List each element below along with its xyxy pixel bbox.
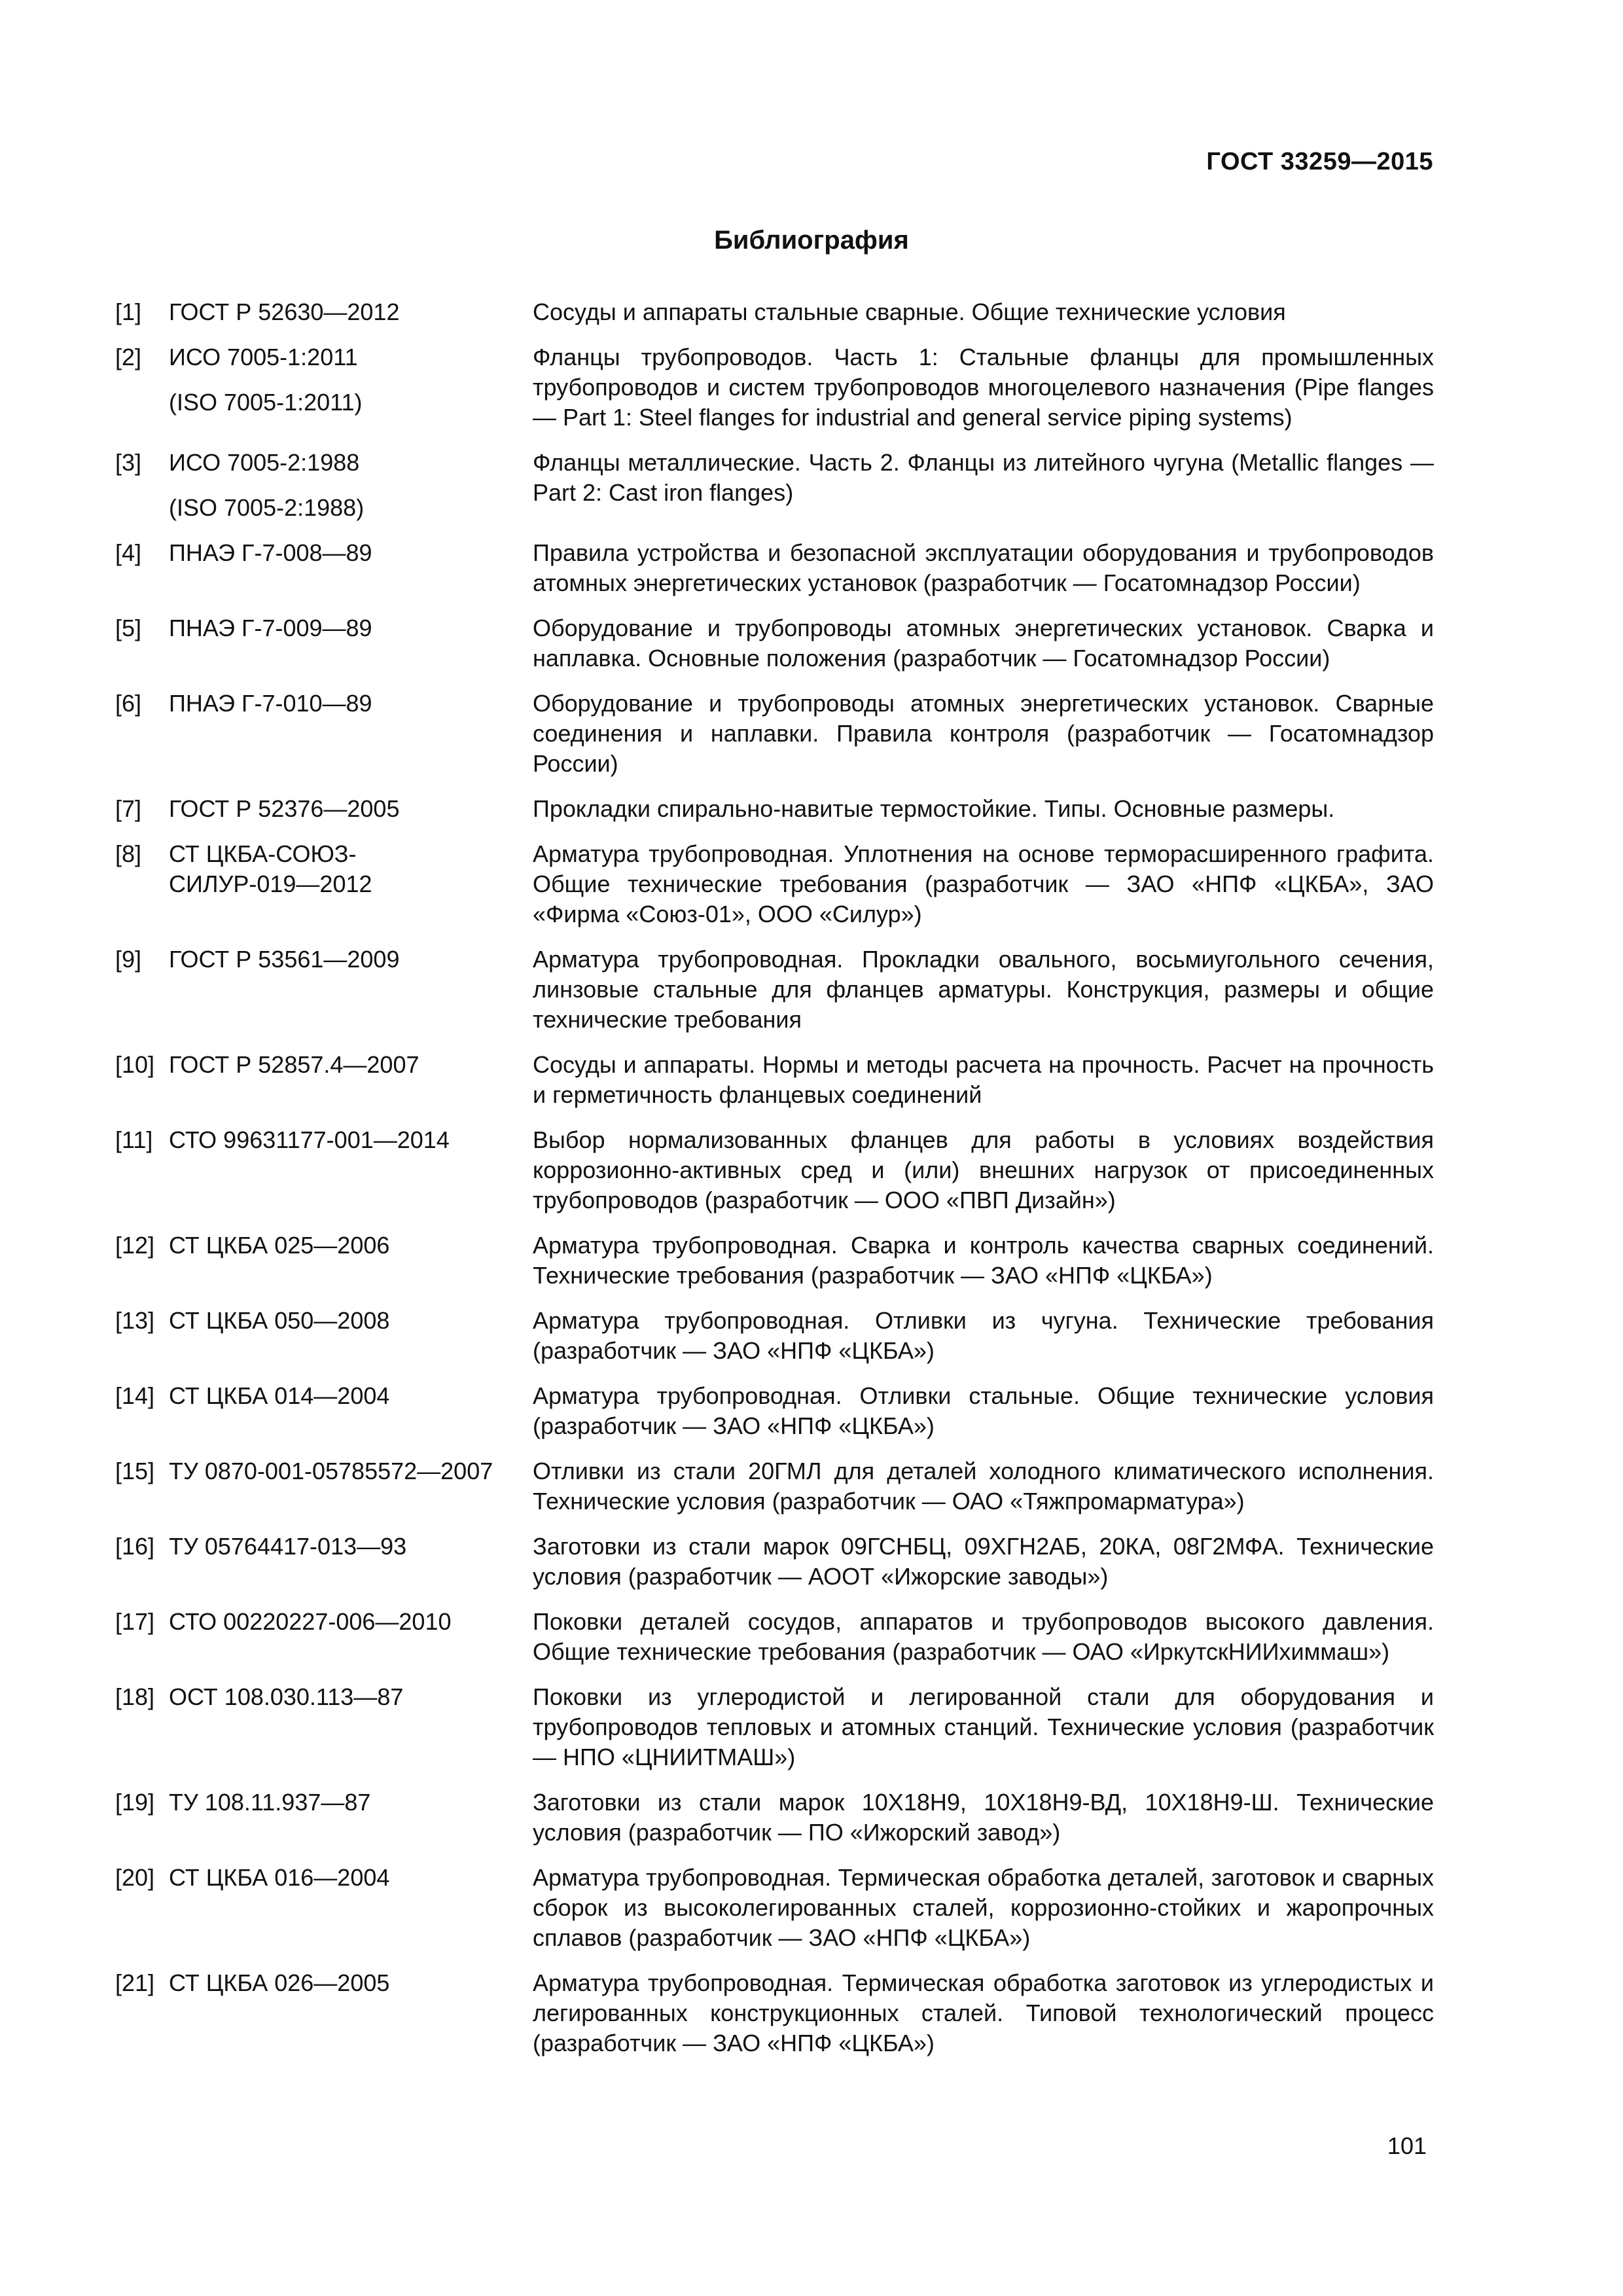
standard-ref-line: СТ ЦКБА 014—2004 xyxy=(169,1382,390,1409)
entry-standard-ref xyxy=(169,1607,533,1667)
entry-number: [11] xyxy=(115,1126,153,1153)
entry-standard-ref xyxy=(169,839,533,929)
standard-ref-line: СТ ЦКБА 050—2008 xyxy=(169,1307,390,1334)
entry-description: Поковки из углеродистой и легированной стали для оборудования и трубопроводов тепловых и атомных станций. Технические условия (разработчик — НПО «ЦНИИТМАШ») xyxy=(533,1683,1434,1770)
bibliography-entry xyxy=(115,1050,1434,1110)
standard-ref-line: ПНАЭ Г-7-008—89 xyxy=(169,539,372,566)
standard-ref-line: СТО 00220227-006—2010 xyxy=(169,1608,452,1635)
entry-number: [1] xyxy=(115,298,142,325)
entry-standard-ref xyxy=(169,1230,533,1291)
bibliography-entry xyxy=(115,1456,1434,1516)
entry-number: [10] xyxy=(115,1051,155,1078)
entry-standard-ref xyxy=(169,1787,533,1848)
entry-standard-ref xyxy=(169,1456,533,1516)
entry-standard-ref xyxy=(169,689,533,779)
standard-ref-line: СТ ЦКБА 025—2006 xyxy=(169,1232,390,1259)
bibliography-list xyxy=(115,297,1434,2073)
bibliography-entry xyxy=(115,297,1434,327)
standard-ref-line: СТО 99631177-001—2014 xyxy=(169,1126,450,1153)
entry-number: [15] xyxy=(115,1458,155,1484)
entry-number: [6] xyxy=(115,690,142,717)
bibliography-entry xyxy=(115,1532,1434,1592)
standard-ref-line: ГОСТ Р 52376—2005 xyxy=(169,795,400,822)
entry-standard-ref xyxy=(169,342,533,433)
entry-number: [4] xyxy=(115,539,142,566)
entry-description: Арматура трубопроводная. Прокладки овального, восьмиугольного сечения, линзовые стальные для фланцев арматуры. Конструкция, размеры и общие технические требования xyxy=(533,946,1434,1033)
entry-number: [8] xyxy=(115,840,142,867)
standard-ref-line: ПНАЭ Г-7-009—89 xyxy=(169,615,372,641)
standard-ref-line: ИСО 7005-2:1988 xyxy=(169,449,360,476)
entry-description: Фланцы трубопроводов. Часть 1: Стальные фланцы для промышленных трубопроводов и систем трубопроводов многоцелевого назначения (Pipe flanges — Part 1: Steel flanges for industrial and general service piping systems) xyxy=(533,344,1434,431)
entry-description: Сосуды и аппараты. Нормы и методы расчета на прочность. Расчет на прочность и герметичность фланцевых соединений xyxy=(533,1051,1434,1108)
entry-description: Оборудование и трубопроводы атомных энергетических установок. Сварные соединения и наплавки. Правила контроля (разработчик — Госатомнадзор России) xyxy=(533,690,1434,777)
entry-standard-ref xyxy=(169,1381,533,1441)
entry-description: Прокладки спирально-навитые термостойкие. Типы. Основные размеры. xyxy=(533,795,1335,822)
bibliography-entry xyxy=(115,448,1434,523)
entry-standard-ref xyxy=(169,1682,533,1772)
entry-number: [16] xyxy=(115,1533,155,1560)
bibliography-entry xyxy=(115,1682,1434,1772)
standard-ref-line: ИСО 7005-1:2011 xyxy=(169,344,358,370)
entry-description: Арматура трубопроводная. Термическая обработка деталей, заготовок и сварных сборок из высоколегированных сталей, коррозионно-стойких и жаропрочных сплавов (разработчик — ЗАО «НПФ «ЦКБА») xyxy=(533,1864,1434,1951)
entry-standard-ref xyxy=(169,1863,533,1953)
entry-standard-ref xyxy=(169,794,533,824)
standard-ref-line: ТУ 05764417-013—93 xyxy=(169,1533,407,1560)
entry-description: Заготовки из стали марок 10Х18Н9, 10Х18Н9-ВД, 10Х18Н9-Ш. Технические условия (разработчик — ПО «Ижорский завод») xyxy=(533,1789,1434,1846)
bibliography-entry xyxy=(115,613,1434,673)
standard-ref-line: (ISO 7005-1:2011) xyxy=(169,389,363,416)
standard-ref-line: СТ ЦКБА 016—2004 xyxy=(169,1864,390,1891)
entry-description: Арматура трубопроводная. Уплотнения на основе терморасширенного графита. Общие технические требования (разработчик — ЗАО «НПФ «ЦКБА», ЗАО «Фирма «Союз-01», ООО «Силур») xyxy=(533,840,1434,927)
entry-description: Заготовки из стали марок 09ГСНБЦ, 09ХГН2АБ, 20КА, 08Г2МФА. Технические условия (разработчик — АООТ «Ижорские заводы») xyxy=(533,1533,1434,1590)
entry-description: Поковки деталей сосудов, аппаратов и трубопроводов высокого давления. Общие технические требования (разработчик — ОАО «ИркутскНИИхиммаш») xyxy=(533,1608,1434,1665)
entry-number: [14] xyxy=(115,1382,155,1409)
entry-number: [21] xyxy=(115,1969,155,1996)
standard-ref-line: ТУ 0870-001-05785572—2007 xyxy=(169,1458,493,1484)
page-number: 101 xyxy=(1387,2132,1427,2159)
entry-description: Фланцы металлические. Часть 2. Фланцы из литейного чугуна (Metallic flanges — Part 2: Cast iron flanges) xyxy=(533,449,1434,506)
entry-standard-ref xyxy=(169,448,533,523)
bibliography-entry xyxy=(115,689,1434,779)
standard-ref-line: ГОСТ Р 53561—2009 xyxy=(169,946,400,973)
entry-number: [18] xyxy=(115,1683,155,1710)
entry-number: [19] xyxy=(115,1789,155,1816)
entry-standard-ref xyxy=(169,613,533,673)
standard-ref-line: ГОСТ Р 52857.4—2007 xyxy=(169,1051,419,1078)
standard-ref-line: ОСТ 108.030.113—87 xyxy=(169,1683,404,1710)
bibliography-entry xyxy=(115,1968,1434,2058)
entry-standard-ref xyxy=(169,1306,533,1366)
entry-number: [7] xyxy=(115,795,142,822)
entry-standard-ref xyxy=(169,1125,533,1215)
entry-number: [13] xyxy=(115,1307,155,1334)
entry-standard-ref xyxy=(169,297,533,327)
bibliography-entry xyxy=(115,538,1434,598)
document-code: ГОСТ 33259—2015 xyxy=(1206,148,1433,175)
standard-ref-line: (ISO 7005-2:1988) xyxy=(169,494,365,521)
entry-description: Арматура трубопроводная. Отливки стальные. Общие технические условия (разработчик — ЗАО «НПФ «ЦКБА») xyxy=(533,1382,1434,1439)
bibliography-entry xyxy=(115,1306,1434,1366)
bibliography-entry xyxy=(115,1125,1434,1215)
entry-number: [3] xyxy=(115,449,142,476)
entry-number: [17] xyxy=(115,1608,155,1635)
entry-standard-ref xyxy=(169,538,533,598)
bibliography-entry xyxy=(115,944,1434,1035)
entry-description: Арматура трубопроводная. Отливки из чугуна. Технические требования (разработчик — ЗАО «НПФ «ЦКБА») xyxy=(533,1307,1434,1364)
entry-number: [5] xyxy=(115,615,142,641)
standard-ref-line: ПНАЭ Г-7-010—89 xyxy=(169,690,372,717)
entry-standard-ref xyxy=(169,1968,533,2058)
entry-number: [9] xyxy=(115,946,142,973)
entry-description: Правила устройства и безопасной эксплуатации оборудования и трубопроводов атомных энергетических установок (разработчик — Госатомнадзор России) xyxy=(533,539,1434,596)
entry-number: [12] xyxy=(115,1232,155,1259)
entry-description: Арматура трубопроводная. Сварка и контроль качества сварных соединений. Технические требования (разработчик — ЗАО «НПФ «ЦКБА») xyxy=(533,1232,1434,1289)
bibliography-entry xyxy=(115,839,1434,929)
entry-standard-ref xyxy=(169,1050,533,1110)
standard-ref-line: ТУ 108.11.937—87 xyxy=(169,1789,371,1816)
entry-number: [2] xyxy=(115,344,142,370)
entry-description: Выбор нормализованных фланцев для работы в условиях воздействия коррозионно-активных сред и (или) внешних нагрузок от присоединенных трубопроводов (разработчик — ООО «ПВП Дизайн») xyxy=(533,1126,1434,1213)
bibliography-entry xyxy=(115,342,1434,433)
bibliography-entry xyxy=(115,794,1434,824)
entry-description: Сосуды и аппараты стальные сварные. Общие технические условия xyxy=(533,298,1286,325)
entry-description: Арматура трубопроводная. Термическая обработка заготовок из углеродистых и легированных конструкционных сталей. Типовой технологический процесс (разработчик — ЗАО «НПФ «ЦКБА») xyxy=(533,1969,1434,2056)
standard-ref-line: ГОСТ Р 52630—2012 xyxy=(169,298,400,325)
entry-description: Отливки из стали 20ГМЛ для деталей холодного климатического исполнения. Технические условия (разработчик — ОАО «Тяжпромарматура») xyxy=(533,1458,1434,1515)
entry-standard-ref xyxy=(169,1532,533,1592)
bibliography-entry xyxy=(115,1381,1434,1441)
entry-standard-ref xyxy=(169,944,533,1035)
standard-ref-line: СТ ЦКБА 026—2005 xyxy=(169,1969,390,1996)
bibliography-entry xyxy=(115,1230,1434,1291)
bibliography-entry xyxy=(115,1787,1434,1848)
bibliography-entry xyxy=(115,1863,1434,1953)
standard-ref-line: СТ ЦКБА-СОЮЗ- xyxy=(169,840,357,867)
entry-number: [20] xyxy=(115,1864,155,1891)
page-title: Библиография xyxy=(714,226,909,255)
entry-description: Оборудование и трубопроводы атомных энергетических установок. Сварка и наплавка. Основные положения (разработчик — Госатомнадзор России) xyxy=(533,615,1434,672)
bibliography-entry xyxy=(115,1607,1434,1667)
standard-ref-line: СИЛУР-019—2012 xyxy=(169,870,372,897)
